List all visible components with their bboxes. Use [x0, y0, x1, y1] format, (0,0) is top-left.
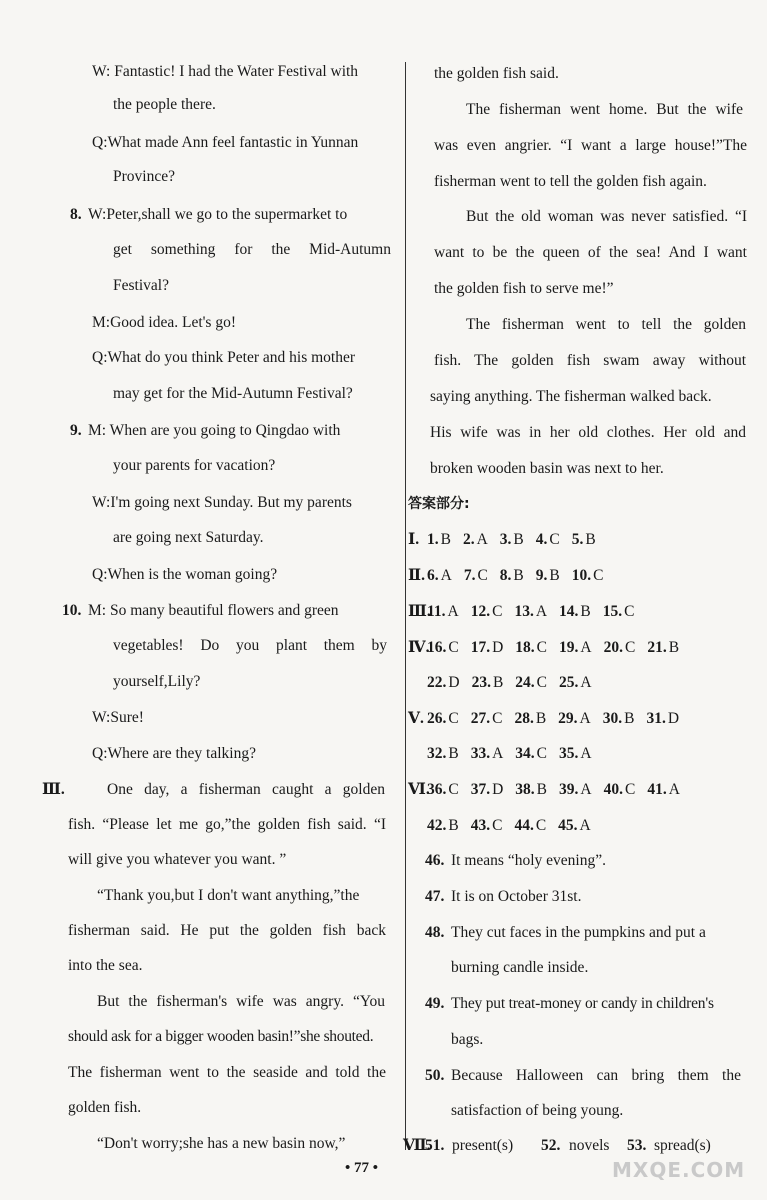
answer-question-number: 21.	[647, 639, 667, 656]
answer-question-number: 24.	[515, 674, 535, 691]
answer-item	[559, 639, 592, 656]
answer-choice: C	[492, 603, 503, 620]
answer-question-number: 27.	[470, 710, 491, 727]
answer-question-number: 40.	[603, 781, 623, 798]
story-r-line6: want to be the queen of the sea! And I want	[434, 244, 747, 261]
answer-choice: A	[579, 710, 591, 727]
q9-m-line2: your parents for vacation?	[113, 457, 276, 474]
answer-question-number: 23.	[471, 674, 491, 691]
a48-number: 48.	[425, 924, 445, 941]
answer-item	[500, 567, 524, 584]
story-r-line4: fisherman went to tell the golden fish again.	[434, 173, 707, 190]
answer-choice: B	[549, 567, 560, 584]
answer-choice: A	[579, 817, 591, 834]
answer-row	[408, 816, 603, 836]
answer-item	[572, 531, 596, 548]
answer-choice: A	[580, 781, 592, 798]
answer-question-number: 22.	[427, 674, 447, 691]
q10-m-line2: vegetables! Do you plant them by	[113, 637, 387, 654]
answer-question-number: 11.	[427, 603, 446, 620]
answer-item	[603, 710, 635, 727]
answer-choice: A	[492, 745, 504, 762]
answer-choice: C	[477, 567, 488, 584]
q8-w-line3: Festival?	[113, 277, 169, 294]
answer-choice: C	[624, 781, 636, 798]
answer-question-number: 7.	[463, 567, 476, 584]
answer-choice: C	[448, 781, 459, 798]
q9-q-line: Q:When is the woman going?	[92, 566, 278, 583]
page-number: • 77 •	[345, 1160, 379, 1176]
answer-question-number: 1.	[427, 531, 439, 548]
answer-item	[647, 781, 680, 798]
answer-choice: B	[668, 639, 680, 656]
answer-choice: C	[492, 710, 503, 727]
q9-w-line2: are going next Saturday.	[113, 529, 264, 546]
answer-choice: C	[624, 639, 636, 656]
answer-choice: C	[536, 639, 548, 656]
answers-heading: 答案部分:	[408, 496, 470, 512]
q9-m-line1: M: When are you going to Qingdao with	[88, 422, 341, 439]
answer-question-number: 8.	[499, 567, 512, 584]
answer-choice: A	[580, 639, 592, 656]
story-p1-line2: fish. “Please let me go,”the golden fish said. “I	[68, 816, 386, 833]
answer-choice: C	[492, 817, 503, 834]
a51-number: 51.	[425, 1137, 445, 1154]
answer-question-number: 29.	[558, 710, 578, 727]
answer-section-number: Ⅳ.	[408, 639, 430, 656]
story-p2-line3: into the sea.	[68, 957, 143, 974]
story-p3-line4: golden fish.	[68, 1099, 142, 1116]
answer-item	[536, 567, 560, 584]
answer-item	[558, 710, 591, 727]
answer-question-number: 14.	[559, 603, 579, 620]
answer-question-number: 43.	[470, 817, 491, 834]
story-r-line1: the golden fish said.	[434, 65, 559, 82]
answer-question-number: 31.	[646, 710, 666, 727]
answer-choice: C	[448, 639, 459, 656]
story-p2-line1: “Thank you,but I don't want anything,”the	[97, 887, 360, 904]
answer-item	[471, 781, 504, 798]
answer-question-number: 13.	[514, 603, 534, 620]
answer-choice: A	[476, 531, 488, 548]
answer-choice: A	[580, 745, 592, 762]
answer-item	[559, 603, 591, 620]
answer-item	[427, 603, 459, 620]
q10-number: 10.	[62, 602, 82, 619]
answer-question-number: 44.	[514, 817, 534, 834]
answer-question-number: 41.	[647, 781, 667, 798]
story-p3-line1: But the fisherman's wife was angry. “You	[97, 993, 385, 1010]
answer-question-number: 20.	[603, 639, 623, 656]
answer-choice: A	[535, 603, 548, 620]
answer-question-number: 5.	[571, 531, 584, 548]
q7-w-line1: W: Fantastic! I had the Water Festival with	[92, 63, 359, 80]
answer-choice: A	[447, 603, 459, 620]
answer-choice: C	[536, 674, 548, 691]
answer-item	[515, 745, 547, 762]
answer-choice: B	[513, 531, 524, 548]
answer-item	[427, 639, 459, 656]
answer-question-number: 42.	[427, 817, 447, 834]
column-divider	[405, 62, 406, 1150]
story-p1-line1: One day, a fisherman caught a golden	[107, 781, 385, 798]
answer-choice: D	[448, 674, 460, 691]
a46-number: 46.	[425, 852, 445, 869]
answer-question-number: 19.	[559, 639, 579, 656]
answer-question-number: 12.	[470, 603, 491, 620]
answer-question-number: 4.	[535, 531, 548, 548]
answer-item	[559, 674, 592, 691]
answer-choice: A	[668, 781, 680, 798]
answer-section-number: Ⅵ.	[408, 781, 430, 798]
answer-choice: B	[536, 781, 548, 798]
a47-text: It is on October 31st.	[451, 888, 582, 905]
story-p2-line2: fisherman said. He put the golden fish back	[68, 922, 386, 939]
answer-choice: D	[492, 781, 504, 798]
answer-item	[514, 817, 546, 834]
answer-question-number: 35.	[559, 745, 579, 762]
answer-choice: D	[492, 639, 504, 656]
q9-w-line1: W:I'm going next Sunday. But my parents	[92, 494, 352, 511]
answer-item	[515, 781, 547, 798]
answer-question-number: 16.	[427, 639, 447, 656]
a53-number: 53.	[627, 1137, 647, 1154]
answer-question-number: 45.	[558, 817, 578, 834]
q10-w-line: W:Sure!	[92, 709, 144, 726]
a50-line1: Because Halloween can bring them the	[451, 1067, 741, 1084]
answer-item	[427, 674, 460, 691]
section-3-number: Ⅲ.	[42, 781, 65, 798]
answer-item	[559, 745, 592, 762]
story-p3-line2: should ask for a bigger wooden basin!”she shouted.	[68, 1028, 374, 1045]
answer-question-number: 36.	[427, 781, 447, 798]
story-r-line3: was even angrier. “I want a large house!”The	[434, 137, 747, 154]
q8-q-line2: may get for the Mid-Autumn Festival?	[113, 385, 353, 402]
story-r-line12: broken wooden basin was next to her.	[430, 460, 664, 477]
answer-item	[647, 639, 679, 656]
answer-choice: B	[492, 674, 504, 691]
answer-item	[514, 603, 547, 620]
answer-item	[463, 531, 488, 548]
q7-w-line2: the people there.	[113, 96, 216, 113]
answer-item	[500, 531, 524, 548]
a47-number: 47.	[425, 888, 445, 905]
answer-choice: C	[593, 567, 604, 584]
answer-item	[604, 781, 636, 798]
answer-question-number: 33.	[470, 745, 491, 762]
q8-m-line: M:Good idea. Let's go!	[92, 314, 236, 331]
q8-q-line1: Q:What do you think Peter and his mother	[92, 349, 356, 366]
story-r-line9: fish. The golden fish swam away without	[434, 352, 746, 369]
answer-row	[408, 638, 691, 658]
answer-question-number: 2.	[462, 531, 475, 548]
answer-section-number: Ⅴ.	[408, 710, 424, 727]
answer-choice: C	[535, 817, 547, 834]
answer-item	[559, 781, 592, 798]
story-r-line8: The fisherman went to tell the golden	[466, 316, 746, 333]
a52-text: novels	[569, 1137, 610, 1154]
answer-item	[471, 639, 504, 656]
answer-question-number: 6.	[427, 567, 439, 584]
a46-text: It means “holy evening”.	[451, 852, 606, 869]
a49-line1: They put treat-money or candy in children's	[451, 995, 714, 1012]
answer-question-number: 37.	[470, 781, 491, 798]
answer-item	[572, 567, 604, 584]
answer-choice: A	[580, 674, 592, 691]
a51-text: present(s)	[452, 1137, 514, 1154]
answer-item	[471, 745, 504, 762]
answer-item	[558, 817, 591, 834]
answer-item	[471, 710, 503, 727]
a53-text: spread(s)	[654, 1137, 711, 1154]
watermark: MXQE.COM	[612, 1158, 746, 1182]
q10-q-line: Q:Where are they talking?	[92, 745, 256, 762]
answer-question-number: 9.	[535, 567, 548, 584]
answer-question-number: 3.	[499, 531, 512, 548]
q7-q-line1: Q:What made Ann feel fantastic in Yunnan	[92, 134, 359, 151]
answer-row	[408, 566, 615, 586]
answer-choice: B	[513, 567, 524, 584]
answer-item	[427, 817, 459, 834]
answer-item	[471, 603, 503, 620]
answer-row	[408, 602, 646, 622]
answer-choice: B	[448, 745, 459, 762]
answer-choice: B	[440, 531, 451, 548]
story-p3-line3: The fisherman went to the seaside and told the	[68, 1064, 386, 1081]
answer-choice: C	[536, 745, 548, 762]
answer-question-number: 34.	[515, 745, 535, 762]
q9-number: 9.	[70, 422, 82, 439]
answer-section-number: Ⅱ.	[408, 567, 425, 584]
story-r-line2: The fisherman went home. But the wife	[466, 101, 743, 118]
answer-item	[646, 710, 679, 727]
answer-row	[408, 530, 608, 550]
story-r-line5: But the old woman was never satisfied. “I	[466, 208, 747, 225]
answer-choice: B	[585, 531, 596, 548]
story-r-line11: His wife was in her old clothes. Her old and	[430, 424, 746, 441]
answer-item	[427, 710, 459, 727]
answer-item	[472, 674, 504, 691]
story-r-line7: the golden fish to serve me!”	[434, 280, 614, 297]
answer-choice: B	[580, 603, 591, 620]
answer-item	[514, 710, 546, 727]
answer-row	[408, 673, 604, 693]
answer-row	[408, 709, 691, 729]
answer-question-number: 38.	[515, 781, 535, 798]
answer-choice: D	[667, 710, 680, 727]
q8-number: 8.	[70, 206, 82, 223]
a48-line1: They cut faces in the pumpkins and put a	[451, 924, 706, 941]
story-r-line10: saying anything. The fisherman walked back.	[430, 388, 712, 405]
q10-m-line1: M: So many beautiful flowers and green	[88, 602, 339, 619]
answer-item	[427, 745, 459, 762]
a52-number: 52.	[541, 1137, 561, 1154]
answer-choice: C	[448, 710, 459, 727]
q8-w-line1: W:Peter,shall we go to the supermarket to	[88, 206, 348, 223]
answer-item	[515, 674, 547, 691]
story-p1-line3: will give you whatever you want. ”	[68, 851, 287, 868]
answer-choice: B	[535, 710, 547, 727]
q8-w-line2: get something for the Mid-Autumn	[113, 241, 391, 258]
answer-question-number: 10.	[571, 567, 592, 584]
answer-item	[536, 531, 560, 548]
a49-number: 49.	[425, 995, 445, 1012]
a50-number: 50.	[425, 1067, 445, 1084]
answer-question-number: 39.	[559, 781, 579, 798]
a50-line2: satisfaction of being young.	[451, 1102, 624, 1119]
answer-item	[427, 531, 451, 548]
a48-line2: burning candle inside.	[451, 959, 589, 976]
answer-choice: A	[440, 567, 452, 584]
answer-item	[471, 817, 503, 834]
answer-section-number: Ⅲ.	[408, 603, 431, 620]
section-7-number: Ⅶ.	[403, 1137, 431, 1154]
answer-question-number: 28.	[514, 710, 534, 727]
a49-line2: bags.	[451, 1031, 484, 1048]
answer-choice: B	[448, 817, 459, 834]
answer-question-number: 15.	[602, 603, 623, 620]
answer-item	[427, 567, 452, 584]
answer-question-number: 18.	[515, 639, 535, 656]
answer-question-number: 26.	[427, 710, 447, 727]
answer-choice: B	[624, 710, 635, 727]
answer-item	[515, 639, 547, 656]
answer-item	[464, 567, 488, 584]
answer-choice: C	[549, 531, 560, 548]
answer-section-number: Ⅰ.	[408, 531, 420, 548]
answer-question-number: 30.	[602, 710, 623, 727]
answer-choice: C	[624, 603, 635, 620]
answer-item	[603, 603, 635, 620]
answer-question-number: 17.	[470, 639, 491, 656]
q10-m-line3: yourself,Lily?	[113, 673, 201, 690]
story-p4-line1: “Don't worry;she has a new basin now,”	[97, 1135, 346, 1152]
answer-question-number: 25.	[559, 674, 579, 691]
answer-row	[408, 744, 604, 764]
q7-q-line2: Province?	[113, 168, 175, 185]
answer-item	[604, 639, 636, 656]
answer-question-number: 32.	[427, 745, 447, 762]
answer-item	[427, 781, 459, 798]
answer-row	[408, 780, 692, 800]
